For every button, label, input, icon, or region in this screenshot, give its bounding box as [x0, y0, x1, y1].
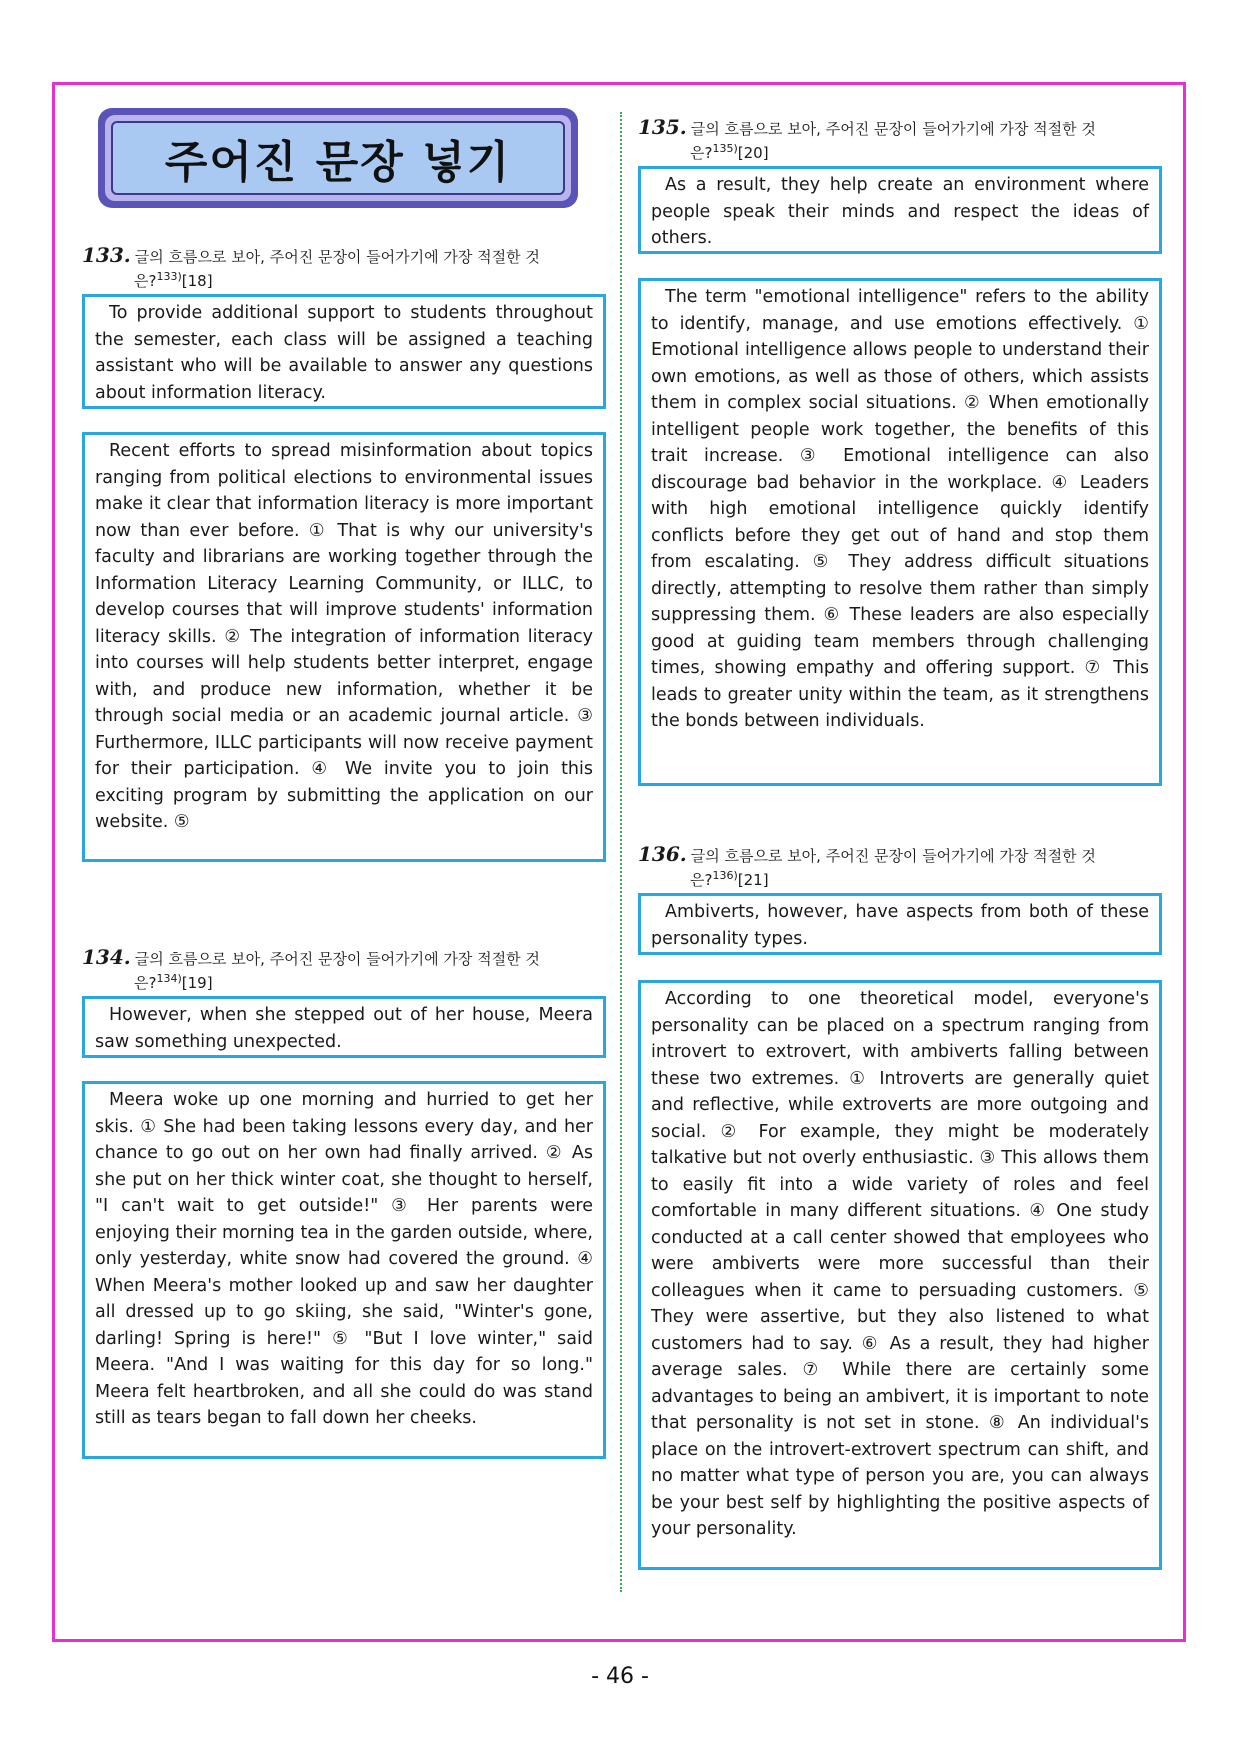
question-133-passage: Recent efforts to spread misinformation about topics ranging from political elections to environmental issues make it clear that information literacy is more important now than ever before. ① That is why our university's faculty and librarians are working together through the Information Literacy Learning Community, or ILLC, to develop courses that will improve students' information literacy skills. ② The integration of information literacy into courses will help students better interpret, engage with, and produce new information, whether it be through social media or an academic journal article. ③ Furthermore, ILLC participants will now receive payment for their participation. ④ We invite you to join this exciting program by submitting the application on our website. ⑤ [82, 432, 606, 862]
page-number: - 46 - [591, 1664, 649, 1689]
question-134-passage: Meera woke up one morning and hurried to get her skis. ① She had been taking lessons every day, and her chance to go out on her own had finally arrived. ② As she put on her thick winter coat, she thought to herself, "I can't wait to get outside!" ③ Her parents were enjoying their morning tea in the garden outside, where, only yesterday, white snow had covered the ground. ④ When Meera's mother looked up and saw her daughter all dressed up to go skiing, she said, "Winter's gone, darling! Spring is here!" ⑤ "But I love winter," said Meera. "And I was waiting for this day for so long." Meera felt heartbroken, and all she could do was stand still as tears began to fall down her cheeks. [82, 1081, 606, 1459]
section-title: 주어진 문장 넣기 [111, 121, 565, 195]
section-title-banner [98, 108, 578, 208]
question-133-prompt: 133. 글의 흐름으로 보아, 주어진 문장이 들어가기에 가장 적절한 것 은?$^{133)}$[18] [82, 243, 540, 290]
question-135-given-sentence: As a result, they help create an environment where people speak their minds and respect the ideas of others. [638, 166, 1162, 254]
question-135-passage: The term "emotional intelligence" refers to the ability to identify, manage, and use emotions effectively. ① Emotional intelligence allows people to understand their own emotions, as well as those of others, which assists them in complex social situations. ② When emotionally intelligent people work together, the benefits of this trait increase. ③ Emotional intelligence can also discourage bad behavior in the workplace. ④ Leaders with high emotional intelligence quickly identify conflicts before they get out of hand and stop them from escalating. ⑤ They address difficult situations directly, attempting to resolve them rather than simply suppressing them. ⑥ These leaders are also especially good at guiding team members through challenging times, showing empathy and offering support. ⑦ This leads to greater unity within the team, as it strengthens the bonds between individuals. [638, 278, 1162, 786]
question-134-given-sentence: However, when she stepped out of her house, Meera saw something unexpected. [82, 996, 606, 1058]
question-133-given-sentence: To provide additional support to students throughout the semester, each class will be assigned a teaching assistant who will be available to answer any questions about information literacy. [82, 294, 606, 409]
question-136-prompt: 136. 글의 흐름으로 보아, 주어진 문장이 들어가기에 가장 적절한 것 은?$^{136)}$[21] [638, 842, 1096, 889]
question-135-prompt: 135. 글의 흐름으로 보아, 주어진 문장이 들어가기에 가장 적절한 것 은?$^{135)}$[20] [638, 115, 1096, 162]
column-divider [620, 112, 622, 1592]
question-134-prompt: 134. 글의 흐름으로 보아, 주어진 문장이 들어가기에 가장 적절한 것 은?$^{134)}$[19] [82, 945, 540, 992]
question-136-passage: According to one theoretical model, everyone's personality can be placed on a spectrum ranging from introvert to extrovert, with ambiverts falling between these two extremes. ① Introverts are generally quiet and reflective, while extroverts are more outgoing and social. ② For example, they might be moderately talkative but not overly enthusiastic. ③ This allows them to easily fit into a wide variety of roles and feel comfortable in many different situations. ④ One study conducted at a call center showed that employees who were ambiverts were more successful than their colleagues when it came to persuading customers. ⑤ They were assertive, but they also listened to what customers had to say. ⑥ As a result, they had higher average sales. ⑦ While there are certainly some advantages to being an ambivert, it is important to note that personality is not set in stone. ⑧ An individual's place on the introvert-extrovert spectrum can shift, and no matter what type of person you are, you can always be your best self by highlighting the positive aspects of your personality. [638, 980, 1162, 1570]
question-136-given-sentence: Ambiverts, however, have aspects from both of these personality types. [638, 893, 1162, 955]
